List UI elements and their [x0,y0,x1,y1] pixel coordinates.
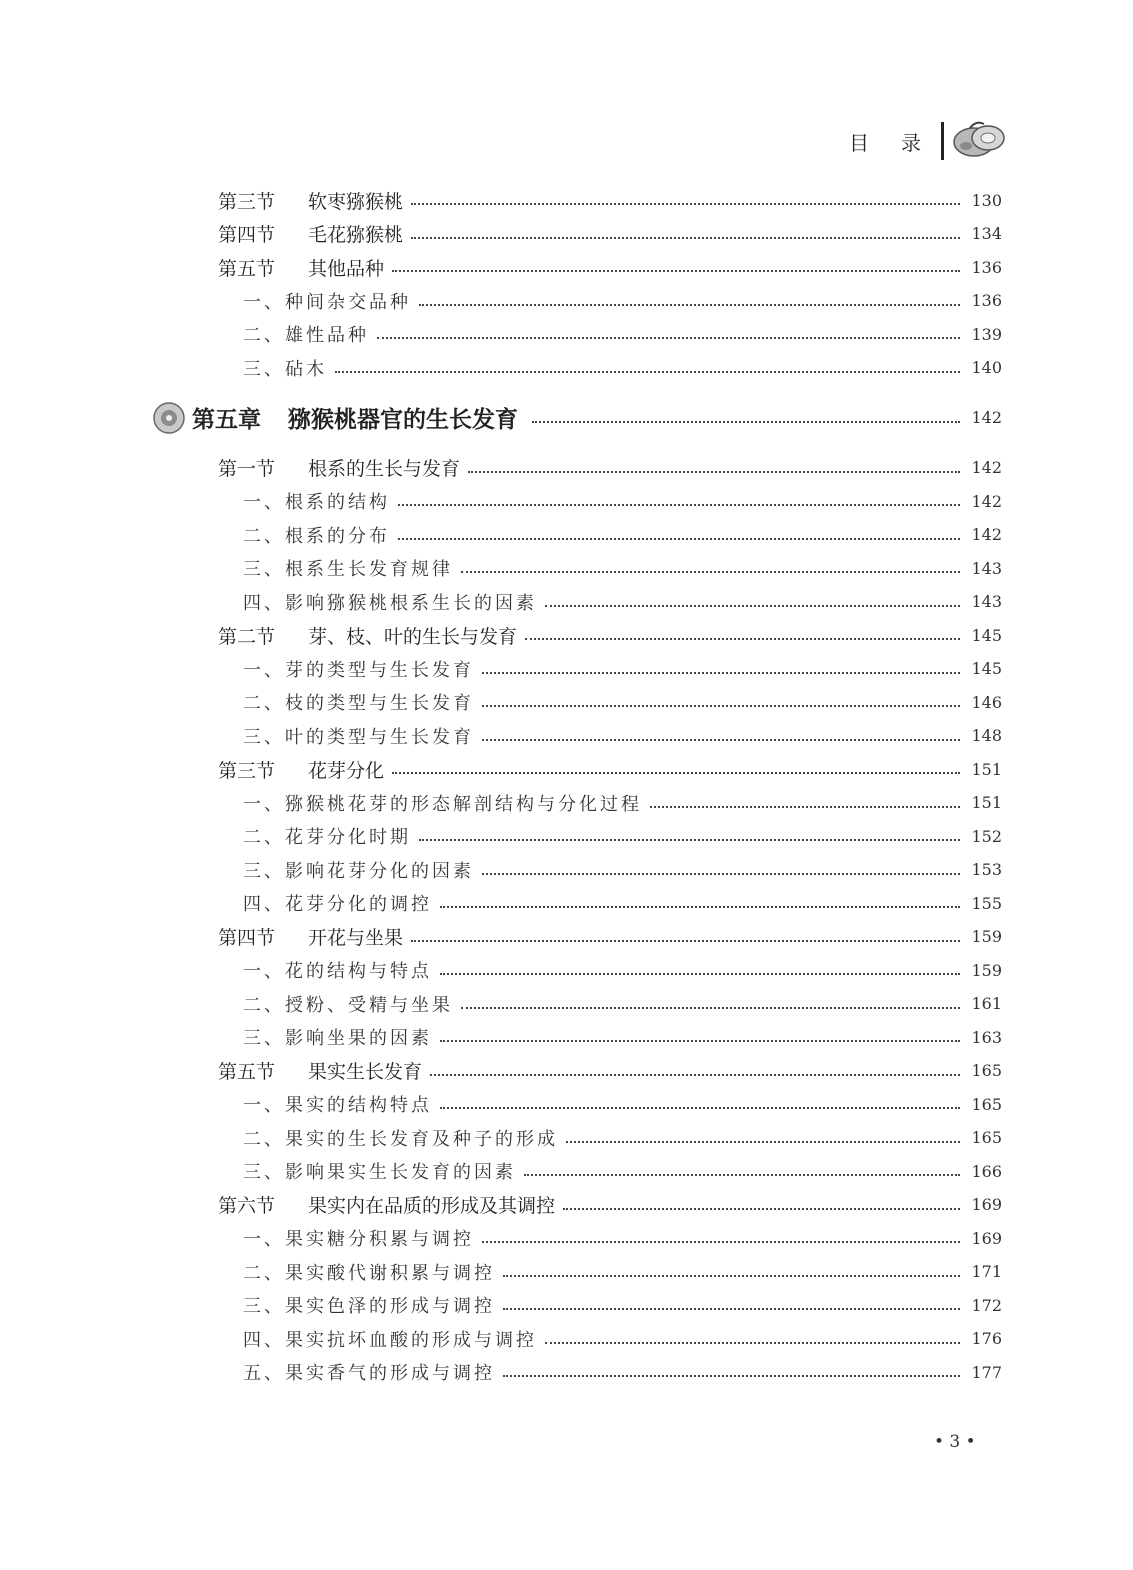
toc-entry-label [0,187,403,214]
dot-leader [377,335,960,339]
dot-leader [524,1172,960,1176]
dot-leader [461,1005,960,1009]
toc-entry-label [0,321,369,347]
item-title: 三、叶的类型与生长发育 [243,726,474,748]
toc-page-number: 146 [971,692,1002,712]
toc-section-row[interactable] [0,185,1133,215]
toc-page-number: 151 [971,793,1002,812]
toc-item-row[interactable] [0,1022,1133,1052]
toc-page-number: 142 [971,491,1002,511]
section-number: 第四节 [218,224,276,246]
toc-page-number: 143 [971,558,1002,578]
toc-entry-label [0,890,432,916]
toc-page-number: 130 [971,190,1002,210]
toc-entry-label [0,1359,495,1385]
dot-leader [482,703,960,707]
dot-leader [503,1273,960,1277]
toc-item-row[interactable] [0,1223,1133,1253]
dot-leader [503,1306,960,1310]
section-title: 毛花猕猴桃 [308,224,404,246]
toc-page-number: 148 [971,726,1002,745]
item-title: 一、芽的类型与生长发育 [243,659,474,681]
toc-entry-label [0,823,411,849]
toc-entry-label [0,522,390,548]
dot-leader [392,268,960,272]
item-title: 二、枝的类型与生长发育 [243,693,474,714]
item-title: 二、雄性品种 [243,325,369,346]
toc-item-row[interactable] [0,821,1133,851]
item-title: 二、花芽分化时期 [243,827,411,848]
toc-item-row[interactable] [0,353,1133,383]
toc-section-row[interactable] [0,1190,1133,1220]
toc-page-number: 177 [971,1362,1002,1382]
toc-page-number: 142 [971,525,1002,544]
section-number: 第五节 [218,1061,276,1083]
toc-entry-label [0,1091,432,1117]
item-title: 三、根系生长发育规律 [243,559,453,580]
page-number: • 3 • [934,1432,976,1452]
toc-page-number: 159 [971,960,1002,980]
toc-page-number: 169 [971,1228,1002,1248]
section-title: 芽、枝、叶的生长与发育 [308,625,518,648]
dot-leader [545,1340,960,1344]
toc-entry-label [0,1259,495,1285]
toc-entry-label [0,1292,495,1318]
toc-entry-label [0,589,537,615]
dot-leader [482,737,960,741]
toc-item-row[interactable] [0,1324,1133,1354]
item-title: 三、影响坐果的因素 [243,1028,432,1049]
toc-entry-label [0,656,474,682]
dot-leader [650,804,960,808]
section-number: 第一节 [218,458,276,480]
toc-page-number: 155 [971,893,1002,913]
section-title: 根系的生长与发育 [308,458,461,480]
toc-section-row[interactable] [0,453,1133,483]
dot-leader [398,502,960,506]
dot-leader [335,369,960,373]
header-title-left: 目 [849,131,871,155]
toc-item-row[interactable] [0,1156,1133,1186]
toc-page-number: 165 [971,1061,1002,1080]
toc-entry-label [0,723,474,749]
item-title: 二、果实的生长发育及种子的形成 [243,1128,558,1150]
toc-section-row[interactable] [0,922,1133,952]
section-title: 开花与坐果 [308,927,404,949]
toc-page-number: 171 [971,1262,1002,1281]
toc-entry-label [0,1225,474,1251]
toc-page-number: 136 [971,291,1002,310]
toc-entry-label [0,288,411,314]
toc-item-row[interactable] [0,553,1133,583]
toc-entry-label [0,1057,422,1084]
toc-page-number: 161 [971,994,1002,1013]
dot-leader [411,938,960,942]
toc-item-row[interactable] [0,486,1133,516]
dot-leader [482,1239,960,1243]
item-title: 二、授粉、受精与坐果 [243,994,453,1016]
toc-page-number: 142 [971,408,1002,427]
toc-item-row[interactable] [0,286,1133,316]
toc-item-row[interactable] [0,855,1133,885]
item-title: 一、果实的结构特点 [243,1095,432,1116]
toc-item-row[interactable] [0,1357,1133,1387]
toc-page-number: 165 [971,1094,1002,1114]
toc-page-number: 159 [971,927,1002,946]
toc-item-row[interactable] [0,319,1133,349]
toc-item-row[interactable] [0,1123,1133,1153]
toc-entry-label [0,1024,432,1050]
dot-leader [440,971,960,975]
item-title: 四、果实抗坏血酸的形成与调控 [243,1329,537,1351]
running-header [849,127,923,156]
toc-chapter-row[interactable] [0,403,1133,433]
dot-leader [545,603,960,607]
dot-leader [532,419,960,423]
toc-entry-label [0,1125,558,1151]
section-number: 第三节 [218,190,276,213]
toc-item-row[interactable] [0,721,1133,751]
toc-entry-label [0,488,390,514]
toc-entry-label [0,689,474,715]
dot-leader [440,1038,960,1042]
toc-section-row[interactable] [0,754,1133,784]
toc-item-row[interactable] [0,989,1133,1019]
section-title: 软枣猕猴桃 [308,190,404,213]
toc-page-number: 169 [971,1195,1002,1214]
dot-leader [430,1072,960,1076]
toc-page-number: 166 [971,1161,1002,1181]
section-number: 第二节 [218,625,276,648]
dot-leader [503,1373,960,1377]
dot-leader [440,904,960,908]
toc-item-row[interactable] [0,587,1133,617]
section-title: 花芽分化 [308,759,385,782]
dot-leader [566,1139,960,1143]
toc-entry-label [0,220,403,247]
section-number: 第三节 [218,759,276,782]
toc-entry-label [0,401,518,435]
section-title: 果实内在品质的形成及其调控 [308,1195,556,1217]
toc-page-number: 163 [971,1027,1002,1047]
toc-item-row[interactable] [0,520,1133,550]
toc-entry-label [0,555,453,581]
item-title: 一、种间杂交品种 [243,291,411,313]
item-title: 一、根系的结构 [243,492,390,513]
toc-section-row[interactable] [0,252,1133,282]
toc-entry-label [0,857,474,883]
item-title: 一、花的结构与特点 [243,961,432,982]
item-title: 一、果实糖分积累与调控 [243,1229,474,1250]
kiwifruit-logo-icon [950,118,1008,160]
section-title: 其他品种 [308,257,385,280]
item-title: 三、影响果实生长发育的因素 [243,1162,516,1183]
toc-page-number: 153 [971,860,1002,879]
item-title: 三、果实色泽的形成与调控 [243,1296,495,1317]
toc-entry-label [0,957,432,983]
toc-page-number: 134 [971,224,1002,243]
toc-page-number: 140 [971,358,1002,377]
toc-item-row[interactable] [0,687,1133,717]
header-title-right: 录 [901,131,923,155]
dot-leader [398,536,960,540]
dot-leader [440,1105,960,1109]
toc-item-row[interactable] [0,788,1133,818]
dot-leader [461,569,960,573]
toc-page-number: 136 [971,257,1002,277]
toc-entry-label [0,1191,555,1218]
section-number: 第六节 [218,1195,276,1217]
dot-leader [482,670,960,674]
toc-page-number: 165 [971,1128,1002,1147]
toc-page-number: 172 [971,1295,1002,1315]
item-title: 二、根系的分布 [243,525,390,547]
toc-item-row[interactable] [0,1089,1133,1119]
toc-entry-label [0,923,403,950]
toc-page-number: 145 [971,625,1002,645]
dot-leader [482,871,960,875]
dot-leader [411,235,960,239]
dot-leader [563,1206,960,1210]
toc-entry-label [0,1326,537,1352]
toc-entry-label [0,991,453,1017]
toc-item-row[interactable] [0,1290,1133,1320]
toc-item-row[interactable] [0,888,1133,918]
dot-leader [468,469,960,473]
toc-section-row[interactable] [0,219,1133,249]
toc-item-row[interactable] [0,1257,1133,1287]
toc-page-number: 151 [971,759,1002,779]
dot-leader [392,770,960,774]
toc-entry-label [0,1158,516,1184]
section-number: 第五节 [218,257,276,280]
toc-entry-label [0,355,327,381]
item-title: 三、砧木 [243,358,327,380]
toc-page-number: 152 [971,826,1002,846]
dot-leader [419,302,960,306]
section-number: 第四节 [218,927,276,949]
toc-page-number: 143 [971,592,1002,611]
kiwi-slice-icon [152,401,186,435]
item-title: 一、猕猴桃花芽的形态解剖结构与分化过程 [243,793,642,815]
toc-item-row[interactable] [0,654,1133,684]
toc-section-row[interactable] [0,1056,1133,1086]
item-title: 三、影响花芽分化的因素 [243,860,474,882]
toc-page-number: 176 [971,1329,1002,1348]
toc-page-number: 142 [971,458,1002,477]
item-title: 四、影响猕猴桃根系生长的因素 [243,592,537,614]
toc-entry-label [0,254,384,281]
toc-entry-label [0,622,517,649]
toc-entry-label [0,790,642,816]
toc-section-row[interactable] [0,620,1133,650]
dot-leader [525,636,960,640]
toc-page-number: 145 [971,659,1002,678]
dot-leader [419,837,960,841]
toc-page-number: 139 [971,324,1002,344]
item-title: 五、果实香气的形成与调控 [243,1363,495,1384]
dot-leader [411,201,960,205]
toc-entry-label [0,454,460,481]
section-title: 果实生长发育 [308,1061,423,1083]
chapter-title: 猕猴桃器官的生长发育 [288,407,518,433]
item-title: 二、果实酸代谢积累与调控 [243,1262,495,1284]
item-title: 四、花芽分化的调控 [243,894,432,915]
header-divider [941,122,944,160]
chapter-number: 第五章 [192,407,261,433]
toc-entry-label [0,756,384,783]
toc-item-row[interactable] [0,955,1133,985]
